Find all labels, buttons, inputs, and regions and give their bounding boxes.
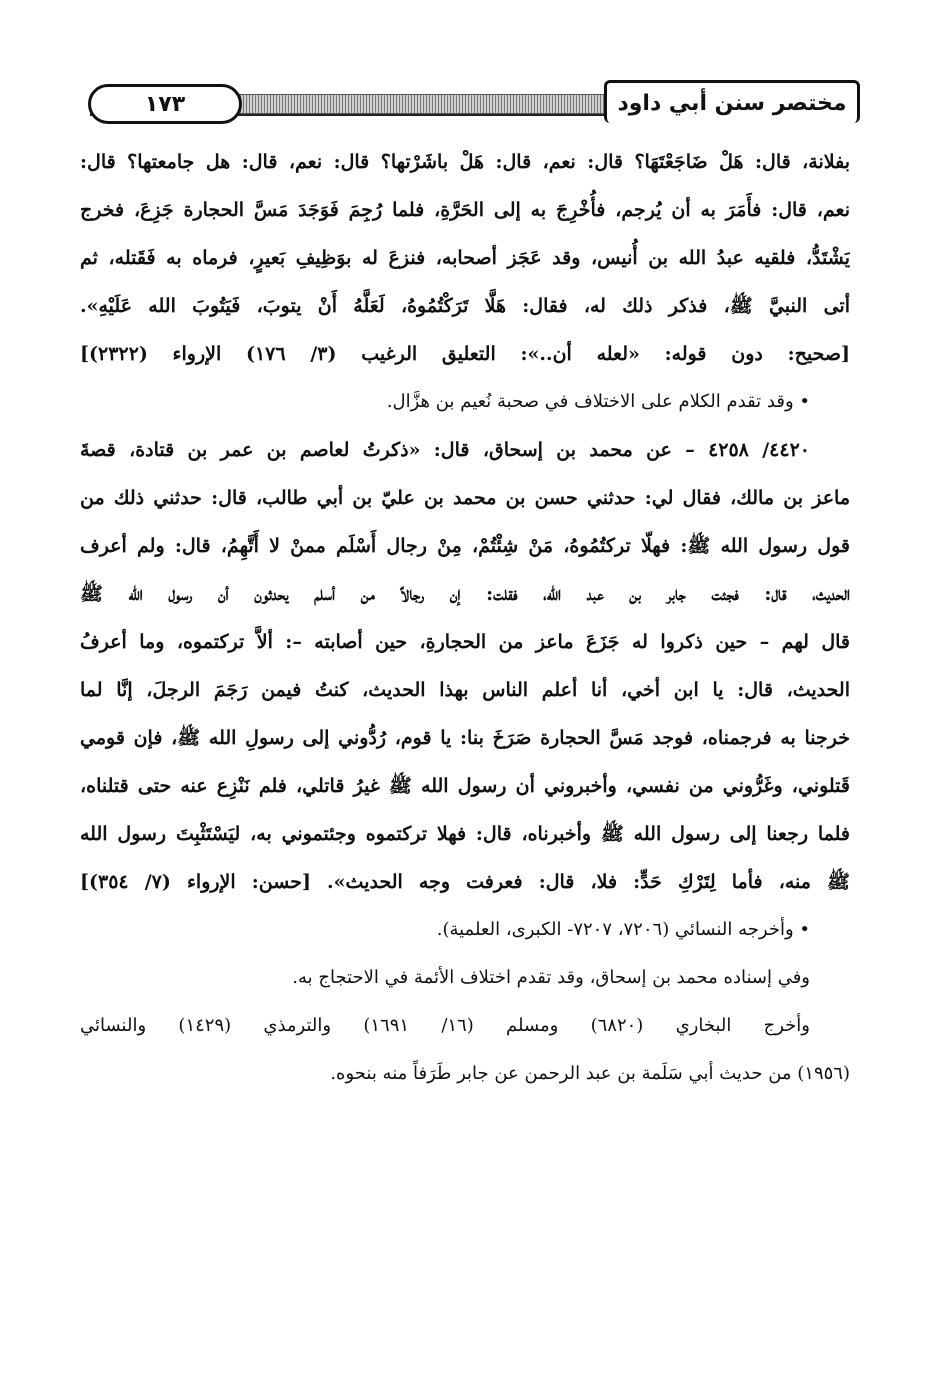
text-line-13: خرجنا به فرجمناه، فوجد مَسَّ الحجارة صَرَخَ بنا: يا قوم، رُدُّوني إلى رسولِ الله ﷺ، فإن قومي — [80, 727, 850, 749]
grading-note-2: ﷺ منه، فأما لِتَرْكِ حَدٍّ: فلا، قال: فعرفت وجه الحديث». [حسن: الإرواء (٧/ ٣٥٤)] — [80, 871, 850, 893]
text-line-10: الحديث، قال: فجئت جابر بن عبد الله، فقلت: إن رجالاً من أسلم يحدثون أن رسول الله ﷺ — [80, 583, 850, 605]
text-line-12: الحديث، قال: يا ابن أخي، أنا أعلم الناس بهذا الحديث، كنتُ فيمن رَجَمَ الرجلَ، إنَّا لما — [80, 679, 850, 701]
text-line-11: قال لهم – حين ذكروا له جَزَعَ ماعز من الحجارةِ، حين أصابته –: ألاَّ تركتموه، وما أعرفُ — [80, 631, 850, 653]
text-line-15: فلما رجعنا إلى رسول الله ﷺ وأخبرناه، قال: فهلا تركتموه وجئتموني به، ليَسْتَثْبِتَ رسول الله — [80, 823, 850, 845]
book-title: مختصر سنن أبي داود — [604, 80, 860, 123]
hadith-4420-heading: ٤٤٢٠/ ٤٢٥٨ – عن محمد بن إسحاق، قال: «ذكرتُ لعاصم بن عمر بن قتادة، قصةَ — [80, 439, 810, 461]
comment-takhrij-1: وأخرج البخاري (٦٨٢٠) ومسلم (١٦/ ١٦٩١) والترمذي (١٤٢٩) والنسائي — [80, 1015, 810, 1036]
page-number: ١٧٣ — [88, 84, 242, 124]
comment-bullet-1: • وقد تقدم الكلام على الاختلاف في صحبة نُعيم بن هزَّال. — [386, 391, 810, 412]
text-line-8: ماعز بن مالك، فقال لي: حدثني حسن بن محمد بن عليّ بن أبي طالب، قال: حدثني ذلك من — [80, 487, 850, 509]
comment-bullet-2: • وأخرجه النسائي (٧٢٠٦، ٧٢٠٧- الكبرى، العلمية). — [436, 919, 810, 940]
comment-takhrij-2: (١٩٥٦) من حديث أبي سَلَمة بن عبد الرحمن عن جابر طَرَفاً منه بنحوه. — [330, 1063, 850, 1084]
grading-note-1: [صحيح: دون قوله: «لعله أن..»: التعليق الرغيب (٣/ ١٧٦) الإرواء (٢٣٢٢)] — [80, 343, 850, 365]
comment-isnad: وفي إسناده محمد بن إسحاق، وقد تقدم اختلاف الأئمة في الاحتجاج به. — [292, 967, 810, 988]
text-line-4: أتى النبيَّ ﷺ، فذكر ذلك له، فقال: هَلَّا تَرَكْتُمُوهُ، لَعَلَّهُ أَنْ يتوبَ، فَيَتُوبَ الله عَلَيْهِ». — [80, 295, 850, 317]
text-line-9: قول رسول الله ﷺ: فهلّا تركتُمُوهُ، مَنْ شِئْتُمْ، مِنْ رجال أَسْلَم ممنْ لا أَتَّهِمُ، قال: ولم أعرف — [80, 535, 850, 557]
text-line-1: بفلانة، قال: هَلْ ضَاجَعْتَهَا؟ قال: نعم، قال: هَلْ باشَرْتها؟ قال: نعم، قال: هل جامعتها؟ قال: — [80, 151, 850, 173]
text-line-2: نعم، قال: فأَمَرَ به أن يُرجم، فأُخْرِجَ به إلى الحَرَّةِ، فلما رُجِمَ فَوَجَدَ مَسَّ الحجارة جَزِعَ، فخرج — [80, 199, 850, 221]
running-header — [70, 80, 870, 126]
text-line-14: قَتلوني، وغَرُّوني من نفسي، وأخبروني أن رسول الله ﷺ غيرُ قاتلي، فلم نَنْزِع عنه حتى قتلناه، — [80, 775, 850, 797]
body-text — [80, 138, 850, 1098]
text-line-3: يَشْتَدُّ، فلقيه عبدُ الله بن أُنيس، وقد عَجَز أصحابه، فنزعَ له بوَظِيفِ بَعيرٍ، فرماه به فَقَتله، ثم — [80, 247, 850, 269]
